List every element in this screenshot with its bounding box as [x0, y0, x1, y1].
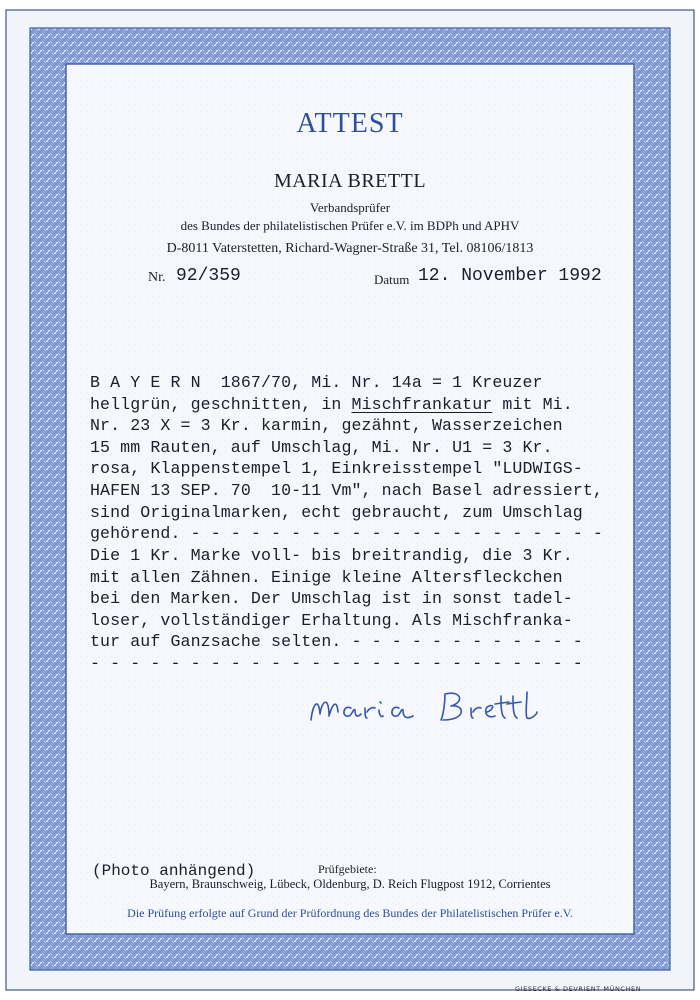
text-segment: hellgrün, geschnitten, in — [90, 394, 352, 414]
text-line: Nr. 23 X = 3 Kr. karmin, gezähnt, Wasserzeichen — [90, 416, 563, 436]
text-line: bei den Marken. Der Umschlag ist in sonst tadel- — [90, 589, 573, 609]
photo-note: (Photo anhängend) — [92, 862, 256, 880]
text-line: Die 1 Kr. Marke voll- bis breitrandig, die 3 Kr. — [90, 546, 573, 565]
text-line: mit allen Zähnen. Einige kleine Altersfleckchen — [90, 567, 563, 587]
certificate-number-label: Nr. — [148, 270, 166, 285]
description-paragraph — [90, 372, 603, 545]
printer-mark: GIESECKE & DEVRIENT MÜNCHEN — [515, 985, 642, 993]
certificate-title: ATTEST — [296, 108, 404, 139]
examiner-role: Verbandsprüfer — [309, 200, 391, 215]
underlined-term: Mischfrankatur — [351, 394, 493, 414]
text-line: - - - - - - - - - - - - - - - - - - - - - - - - - — [90, 653, 583, 673]
text-segment: mit Mi. — [492, 394, 573, 414]
certificate-date-value: 12. November 1992 — [418, 266, 602, 286]
examiner-signature — [305, 680, 555, 740]
association-line: des Bundes der philatelistischen Prüfer e.V. im BDPh und APHV — [180, 218, 520, 233]
examination-areas-label: Prüfgebiete: — [318, 862, 377, 876]
condition-paragraph — [90, 545, 583, 675]
regulation-note: Die Prüfung erfolgte auf Grund der Prüfordnung des Bundes der Philatelistischen Prüfer e.V. — [127, 906, 573, 920]
certificate-number-value: 92/359 — [176, 266, 241, 286]
text-line: tur auf Ganzsache selten. - - - - - - - - - - - - — [90, 632, 583, 652]
address-line: D-8011 Vaterstetten, Richard-Wagner-Straße 31, Tel. 08106/1813 — [166, 241, 534, 256]
text-line: B A Y E R N 1867/70, Mi. Nr. 14a = 1 Kreuzer — [90, 373, 543, 392]
certificate-date-label: Datum — [374, 272, 410, 287]
examiner-name: MARIA BRETTL — [273, 170, 427, 192]
examination-areas-list: Bayern, Braunschweig, Lübeck, Oldenburg, D. Reich Flugpost 1912, Corrientes — [149, 877, 551, 891]
text-line: rosa, Klappenstempel 1, Einkreisstempel "LUDWIGS- — [90, 459, 583, 479]
text-line — [90, 394, 603, 416]
text-line: 15 mm Rauten, auf Umschlag, Mi. Nr. U1 = 3 Kr. — [90, 437, 553, 457]
text-line: HAFEN 13 SEP. 70 10-11 Vm", nach Basel adressiert, — [90, 480, 603, 500]
text-line: sind Originalmarken, echt gebraucht, zum Umschlag — [90, 502, 583, 522]
text-line: gehörend. - - - - - - - - - - - - - - - - - - - - - — [90, 524, 603, 544]
text-line: loser, vollständiger Erhaltung. Als Mischfrankа- — [90, 610, 573, 630]
